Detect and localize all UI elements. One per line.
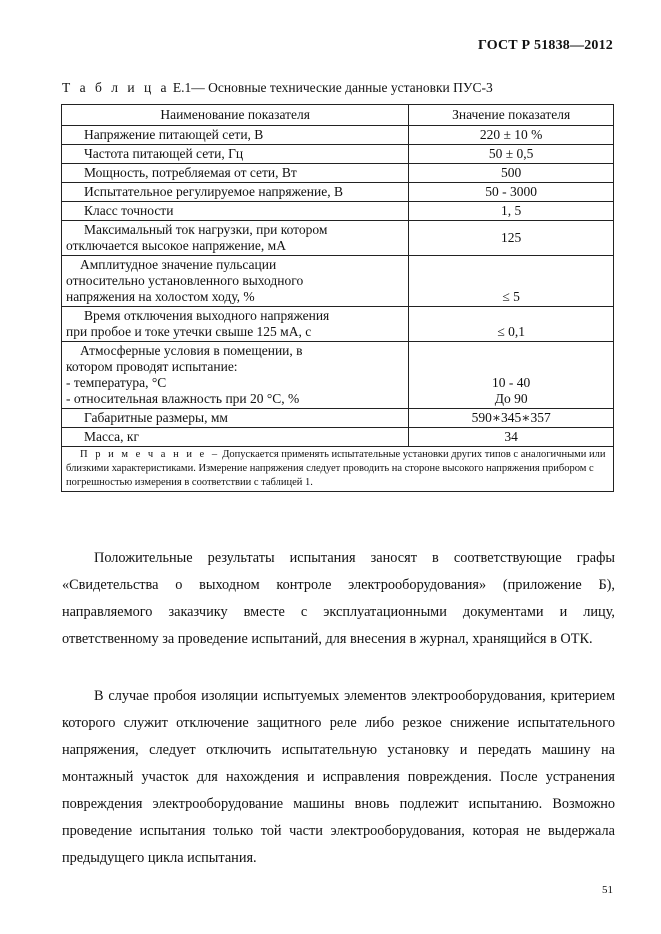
table-row (62, 164, 614, 183)
row-value: 50 ± 0,5 (409, 145, 614, 164)
row-value: 590∗345∗357 (409, 409, 614, 428)
row-name: Частота питающей сети, Гц (62, 145, 409, 164)
row-name-line: Амплитудное значение пульсации (80, 257, 277, 272)
row-name (62, 342, 409, 409)
table-row (62, 145, 614, 164)
row-value (409, 342, 614, 409)
row-name (62, 221, 409, 256)
table-row (62, 183, 614, 202)
table-caption (62, 80, 493, 96)
table-caption-number: Е.1— (172, 80, 205, 95)
row-value: 1, 5 (409, 202, 614, 221)
row-name: Масса, кг (62, 428, 409, 447)
table-row (62, 342, 614, 409)
row-name (62, 256, 409, 307)
table-caption-label: Т а б л и ц а (62, 80, 170, 95)
row-name (62, 307, 409, 342)
row-name: Габаритные размеры, мм (62, 409, 409, 428)
row-name-line: котором проводят испытание: (66, 359, 238, 374)
row-subitem-value: До 90 (494, 391, 528, 406)
row-subitem-name: - температура, °С (66, 375, 167, 390)
table-row (62, 126, 614, 145)
table-header-row (62, 105, 614, 126)
row-name: Мощность, потребляемая от сети, Вт (62, 164, 409, 183)
row-name-line: напряжения на холостом ходу, % (66, 289, 255, 304)
row-name-line: Время отключения выходного напряжения (84, 308, 330, 323)
row-value: 125 (409, 221, 614, 256)
row-subitem-name: - относительная влажность при 20 °С, % (66, 391, 300, 406)
row-name: Испытательное регулируемое напряжение, В (62, 183, 409, 202)
table-note-row (62, 447, 614, 492)
row-name-line: Максимальный ток нагрузки, при котором (84, 222, 328, 237)
table-note (62, 447, 614, 492)
body-paragraph: Положительные результаты испытания заносят в соответствующие графы «Свидетельства о выходном контроле электрооборудования» (приложение Б), направляемого заказчику вместе с эксплуатационными документами и лицу, ответственному за проведение испытаний, для внесения в журнал, хранящийся в ОТК. (62, 550, 615, 647)
column-header-value: Значение показателя (409, 105, 614, 126)
row-value: 500 (409, 164, 614, 183)
row-subitem-value: 10 - 40 (492, 375, 531, 390)
row-name: Класс точности (62, 202, 409, 221)
table-row (62, 221, 614, 256)
row-name-line: отключается высокое напряжение, мА (66, 238, 286, 253)
row-name-line: относительно установленного выходного (66, 273, 304, 288)
row-value: 50 - 3000 (409, 183, 614, 202)
table-row (62, 428, 614, 447)
table-row (62, 256, 614, 307)
row-value: ≤ 5 (409, 256, 614, 307)
row-name-line: Атмосферные условия в помещении, в (80, 343, 303, 358)
row-name: Напряжение питающей сети, В (62, 126, 409, 145)
document-header: ГОСТ Р 51838—2012 (477, 38, 613, 53)
page-number: 51 (602, 884, 613, 896)
row-value: ≤ 0,1 (409, 307, 614, 342)
technical-data-table (61, 104, 614, 492)
column-header-name: Наименование показателя (62, 105, 409, 126)
table-row (62, 307, 614, 342)
table-note-text: Допускается применять испытательные установки других типов с аналогичными или близкими характеристиками. Измерение напряжения следует проводить на стороне высокого напряжения прибором с погрешностью измерения в соответствии с таблицей 1. (66, 449, 606, 488)
row-value: 220 ± 10 % (409, 126, 614, 145)
body-paragraph: В случае пробоя изоляции испытуемых элементов электрооборудования, критерием которого служит отключение защитного реле либо резкое снижение испытательного напряжения, следует отключить испытательную установку и передать машину на монтажный участок для нахождения и исправления повреждения. После устранения повреждения электрооборудование машины вновь подлежит испытанию. Возможно проведение испытания только той части электрооборудования, которая не выдержала предыдущего цикла испытания. (62, 688, 615, 866)
table-row (62, 202, 614, 221)
table-caption-title: Основные технические данные установки ПУС-3 (204, 80, 493, 95)
row-name-line: при пробое и токе утечки свыше 125 мА, с (66, 324, 312, 339)
row-value: 34 (409, 428, 614, 447)
table-note-label: П р и м е ч а н и е – (80, 449, 220, 460)
table-row (62, 409, 614, 428)
